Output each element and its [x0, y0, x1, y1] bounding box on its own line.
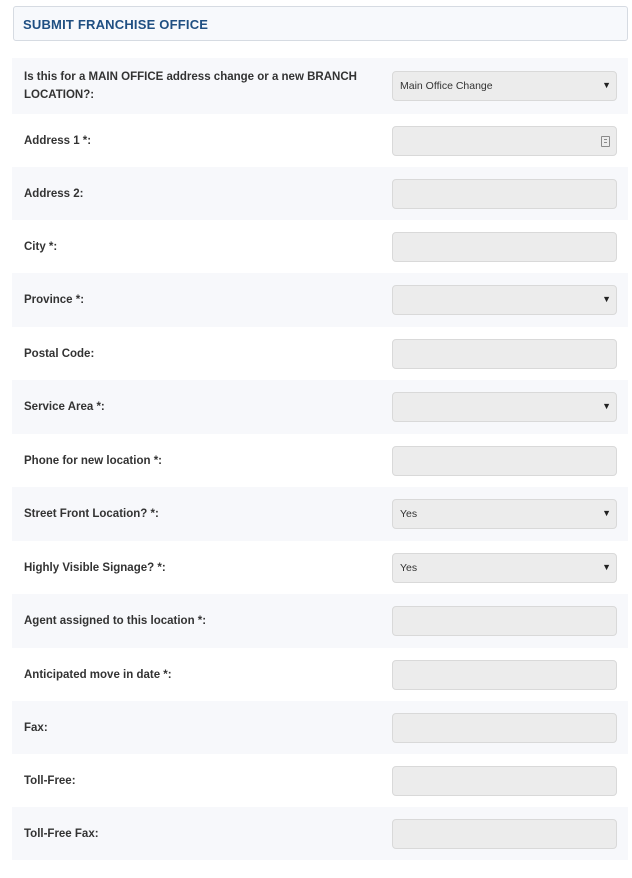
field-label-toll-free: Toll-Free:: [24, 774, 76, 787]
field-label-toll-free-fax: Toll-Free Fax:: [24, 827, 99, 840]
form-row-fax: [12, 701, 628, 754]
toll-free-input[interactable]: [392, 766, 617, 796]
field-label-agent: Agent assigned to this location *:: [24, 615, 207, 627]
form-row-move-in-date: [12, 648, 628, 701]
form-row-address-2: [12, 167, 628, 220]
signage-select[interactable]: [392, 553, 617, 583]
postal-code-input[interactable]: [392, 339, 617, 369]
street-front-selected-value: Yes: [400, 508, 418, 520]
form-title: SUBMIT FRANCHISE OFFICE: [23, 17, 209, 32]
form-row-postal-code: [12, 327, 628, 380]
field-label-province: Province *:: [24, 294, 85, 306]
office-type-selected-value: Main Office Change: [400, 80, 493, 92]
signage-selected-value: Yes: [400, 561, 418, 574]
field-label-signage: Highly Visible Signage? *:: [24, 561, 166, 574]
province-select[interactable]: [392, 285, 617, 315]
field-label-move-in-date: Anticipated move in date *:: [24, 668, 172, 681]
office-type-select[interactable]: [392, 71, 617, 101]
address-2-input[interactable]: [392, 179, 617, 209]
field-label-address-2: Address 2:: [24, 187, 84, 200]
city-input[interactable]: [392, 232, 617, 262]
toll-free-fax-input[interactable]: [392, 819, 617, 849]
field-label-fax: Fax:: [24, 721, 48, 734]
field-label-office-type: Is this for a MAIN OFFICE address change or a new BRANCH LOCATION?:: [24, 71, 357, 101]
chevron-down-icon: ▼: [602, 508, 611, 518]
form-row-toll-free: [12, 754, 628, 807]
form-row-city: [12, 220, 628, 273]
form-row-office-type: [12, 58, 628, 114]
form-header: [13, 6, 628, 41]
form-row-signage: [12, 541, 628, 594]
field-label-address-1: Address 1 *:: [24, 134, 92, 147]
service-area-select[interactable]: [392, 392, 617, 422]
form-row-service-area: [12, 380, 628, 434]
agent-input[interactable]: [392, 606, 617, 636]
address-book-icon[interactable]: [601, 136, 610, 147]
move-in-date-input[interactable]: [392, 660, 617, 690]
phone-input[interactable]: [392, 446, 617, 476]
form-row-agent: [12, 594, 628, 648]
field-label-postal-code: Postal Code:: [24, 347, 95, 360]
chevron-down-icon: ▼: [602, 294, 611, 304]
chevron-down-icon: ▼: [602, 80, 611, 90]
fax-input[interactable]: [392, 713, 617, 743]
street-front-select[interactable]: [392, 499, 617, 529]
address-1-input[interactable]: [392, 126, 617, 156]
chevron-down-icon: ▼: [602, 561, 611, 572]
field-label-city: City *:: [24, 240, 58, 253]
form-row-address-1: [12, 114, 628, 167]
field-label-service-area: Service Area *:: [24, 401, 105, 413]
form-row-phone: [12, 434, 628, 487]
form-row-toll-free-fax: [12, 807, 628, 860]
chevron-down-icon: ▼: [602, 401, 611, 411]
form-row-province: [12, 273, 628, 327]
franchise-office-form: [12, 58, 628, 860]
field-label-phone: Phone for new location *:: [24, 454, 163, 467]
form-row-street-front: [12, 487, 628, 541]
field-label-street-front: Street Front Location? *:: [24, 508, 159, 520]
